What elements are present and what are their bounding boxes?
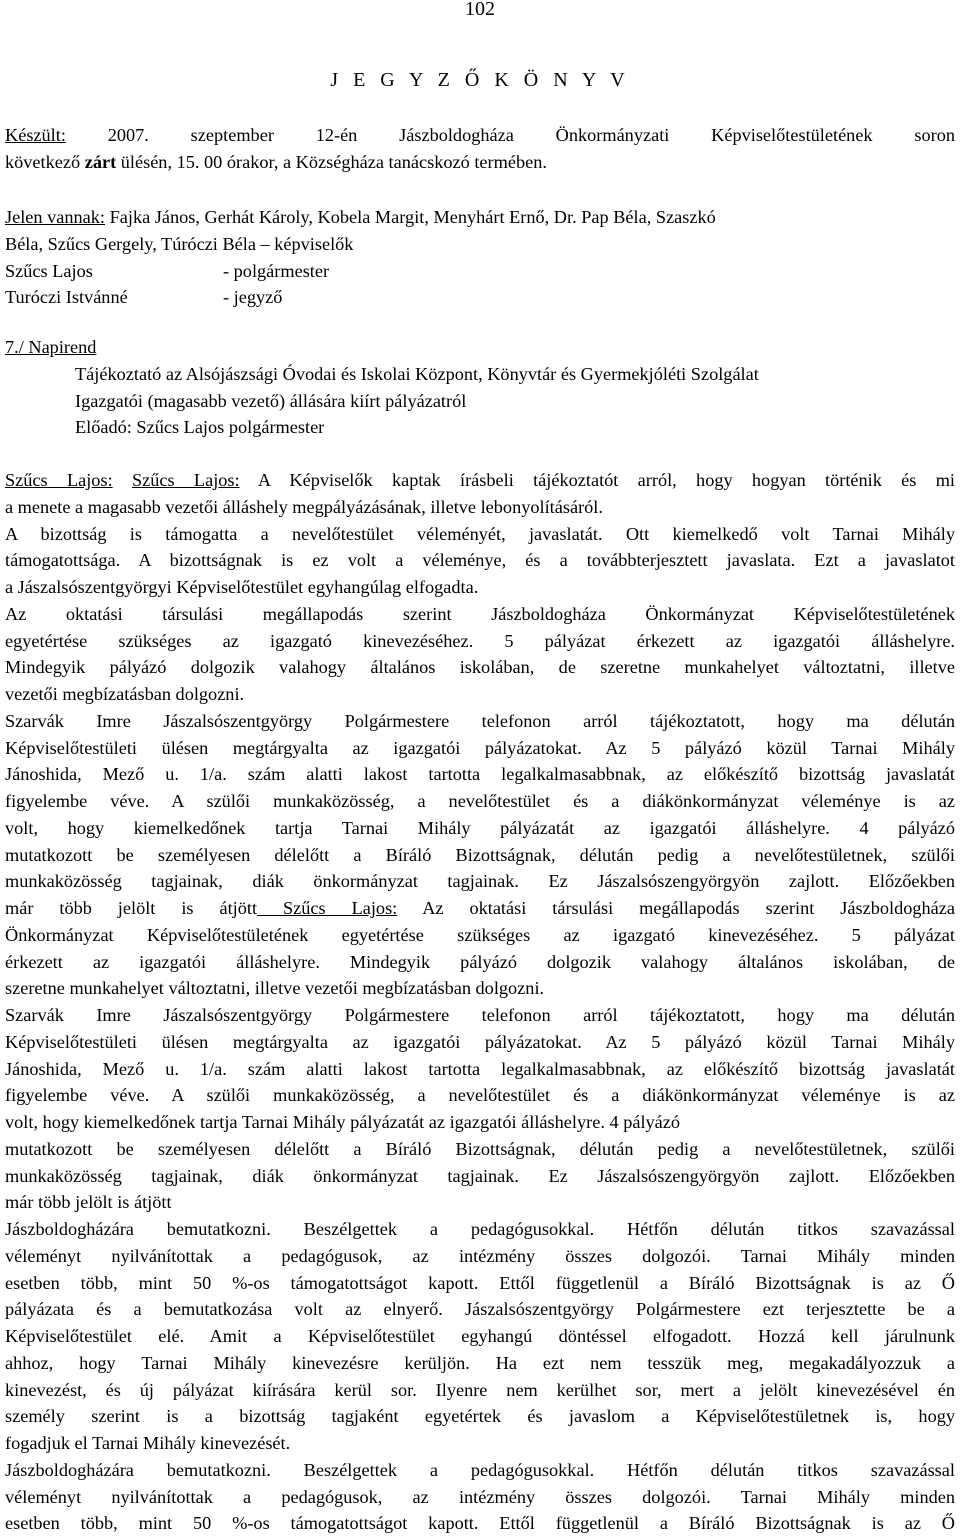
body-line: volt, hogy kiemelkedőnek tartja Tarnai Mihály pályázatát az igazgatói álláshelyre. 4 pályázó [5,817,955,838]
body-line: munkaközösség tagjainak, diák önkormányzat tagjainak. Ez Jászalsószengyörgyön zajlott. Előzőekben [5,871,955,892]
body-line: Jánoshida, Mező u. 1/a. szám alatti lakost tartotta legalkalmasabbnak, az előkészítő bizottság javaslatát [5,764,955,785]
agenda-presenter: Előadó: Szűcs Lajos polgármester [75,417,325,438]
body-line: mutatkozott be személyesen délelőtt a Bíráló Bizottságnak, délután pedig a nevelőtestületnek, szülői [5,1138,955,1159]
intro-line: következő zárt ülésén, 15. 00 órakor, a Községháza tanácskozó termében. [5,151,547,172]
agenda-block [5,334,955,441]
speaker-label: Szűcs Lajos: [131,470,240,490]
body-line: Képviselőtestület elé. Amit a Képviselőtestület egyhangú döntéssel elfogadott. Hozzá kell járulnunk [5,1326,955,1346]
intro-line: Készült: 2007. szeptember 12-én Jászboldogháza Önkormányzati Képviselőtestületének soron [5,125,955,145]
body-line: érkezett az igazgatói álláshelyre. Mindegyik pályázó dolgozik valahogy általános iskolában, de [5,951,955,972]
body-line: mutatkozott be személyesen délelőtt a Bíráló Bizottságnak, délután pedig a nevelőtestületnek, szülői [5,844,955,865]
minutes-body [5,467,955,1537]
body-line: esetben több, mint 50 %-os támogatottságot kapott. Ettől függetlenül a Bíráló Bizottságnak is az Ő [5,1272,955,1293]
body-line: Mindegyik pályázó dolgozik valahogy általános iskolában, de szeretne munkahelyet változtatni, illetve [5,657,955,678]
intro-block [5,122,955,176]
attendees-line: Jelen vannak: Fajka János, Gerhát Károly, Kobela Margit, Menyhárt Ernő, Dr. Pap Béla, Szaszkó [5,207,716,227]
body-line: Önkormányzat Képviselőtestületének egyetértése szükséges az igazgató kinevezéséhez. 5 pályázat [5,924,955,945]
body-line: véleményt nyilvánítottak a pedagógusok, az intézmény összes dolgozói. Tarnai Mihály minden [5,1245,955,1266]
attendees-block [5,204,955,311]
body-line: Szarvák Imre Jászalsószentgyörgy Polgármestere telefonon arról tájékoztatott, hogy ma délután [5,1005,955,1025]
body-line: már több jelölt is átjött [5,1192,172,1213]
speaker-label: Szűcs Lajos: [257,898,398,918]
attendees-label: Jelen vannak: [5,207,106,227]
body-line: munkaközösség tagjainak, diák önkormányzat tagjainak. Ez Jászalsószengyörgyön zajlott. Előzőekben [5,1165,955,1186]
role-row [5,258,955,285]
body-line: ahhoz, hogy Tarnai Mihály kinevezésre kerüljön. Ha ezt nem tesszük meg, megakadályozzuk a [5,1352,955,1373]
agenda-line: Igazgatói (magasabb vezető) állására kiírt pályázatról [75,390,467,411]
body-line: vezetői megbízatásban dolgozni. [5,684,245,704]
intro-label: Készült: [5,125,66,145]
agenda-line: Tájékoztató az Alsójászsági Óvodai és Iskolai Központ, Könyvtár és Gyermekjóléti Szolgálat [75,363,759,384]
body-line: a menete a magasabb vezetői álláshely megpályázásának, illetve lebonyolításáról. [5,496,603,517]
page-number: 102 [465,0,495,20]
agenda-heading: 7./ Napirend [5,337,97,357]
body-line: figyelembe véve. A szülői munkaközösség, a nevelőtestület és a diákönkormányzat véleménye is az [5,791,955,811]
body-line: Jászboldogházára bemutatkozni. Beszélgettek a pedagógusokkal. Hétfőn délután titkos szavazással [5,1219,955,1239]
body-line: támogatottsága. A bizottságnak is ez volt a véleménye, és a továbbterjesztett javaslata. Ezt a javaslatot [5,550,955,571]
speaker-label: Szűcs Lajos: [5,470,113,490]
body-line: Jászboldogházára bemutatkozni. Beszélgettek a pedagógusokkal. Hétfőn délután titkos szavazással [5,1459,955,1480]
body-line: fogadjuk el Tarnai Mihály kinevezését. [5,1433,291,1453]
document-title: J E G Y Z Ő K Ö N Y V [330,69,630,91]
body-line: szeretne munkahelyet változtatni, illetve vezetői megbízatásban dolgozni. [5,978,545,999]
body-line: Képviselőtestületi ülésen megtárgyalta az igazgatói pályázatokat. Az 5 pályázó közül Tarnai Mihály [5,737,955,758]
body-line: kinevezést, és új pályázat kiírására kerül sor. Ilyenre nem kerülhet sor, mert a jelölt kinevezésével én [5,1379,955,1400]
body-line: A bizottság is támogatta a nevelőtestület véleményét, javaslatát. Ott kiemelkedő volt Tarnai Mihály [5,523,955,544]
body-line: esetben több, mint 50 %-os támogatottságot kapott. Ettől függetlenül a Bíráló Bizottságnak is az Ő [5,1513,955,1534]
body-line: Szarvák Imre Jászalsószentgyörgy Polgármestere telefonon arról tájékoztatott, hogy ma délután [5,710,955,731]
attendees-line: Béla, Szűcs Gergely, Túróczi Béla – képviselők [5,233,354,254]
role-name: Turóczi Istvánné [5,287,128,308]
role-row [5,284,955,311]
body-line: a Jászalsószentgyörgyi Képviselőtestület egyhangúlag elfogadta. [5,577,479,597]
closed-session-word: zárt [84,151,117,172]
body-line: volt, hogy kiemelkedőnek tartja Tarnai Mihály pályázatát az igazgatói álláshelyre. 4 pályázó [5,1112,681,1132]
role-title: - jegyző [223,287,283,308]
body-line: Jánoshida, Mező u. 1/a. szám alatti lakost tartotta legalkalmasabbnak, az előkészítő bizottság javaslatát [5,1058,955,1079]
body-line: egyetértése szükséges az igazgató kinevezéséhez. 5 pályázat érkezett az igazgatói álláshelyre. [5,630,955,651]
role-name: Szűcs Lajos [5,260,93,281]
body-line: Szűcs Lajos: Szűcs Lajos: A Képviselők kaptak írásbeli tájékoztatót arról, hogy hogyan történik és mi [5,470,956,490]
body-line: figyelembe véve. A szülői munkaközösség, a nevelőtestület és a diákönkormányzat véleménye is az [5,1085,955,1106]
body-line: Képviselőtestületi ülésen megtárgyalta az igazgatói pályázatokat. Az 5 pályázó közül Tarnai Mihály [5,1031,955,1052]
body-line: véleményt nyilvánítottak a pedagógusok, az intézmény összes dolgozói. Tarnai Mihály minden [5,1486,955,1507]
body-line: már több jelölt is átjött Szűcs Lajos: Az oktatási társulási megállapodás szerint Jászboldogháza [5,898,955,918]
body-line: Az oktatási társulási megállapodás szerint Jászboldogháza Önkormányzat Képviselőtestületének [5,603,955,624]
body-line: személy szerint is a bizottság tagjaként egyetértek és javaslom a Képviselőtestületnek is, hogy [5,1406,955,1427]
role-title: - polgármester [223,260,330,281]
body-line: pályázata és a bemutatkozása volt az elnyerő. Jászalsószentgyörgy Polgármestere ezt terjesztette be a [5,1299,955,1320]
